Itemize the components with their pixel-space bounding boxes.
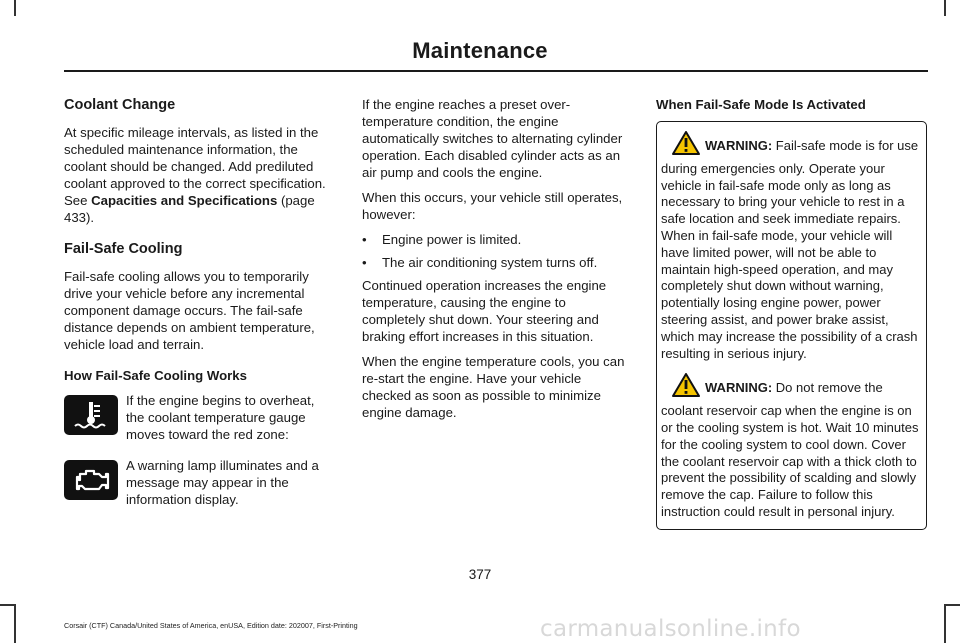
list-item: • Engine power is limited. — [362, 232, 522, 247]
crop-mark — [14, 0, 16, 16]
heading-failsafe-cooling: Fail-Safe Cooling — [64, 241, 183, 257]
heading-when-activated: When Fail-Safe Mode Is Activated — [656, 97, 866, 112]
heading-how-it-works: How Fail-Safe Cooling Works — [64, 368, 247, 383]
warning-coolant-cap: WARNING: Do not remove the coolant reservoir cap when the engine is on or the cooling system is hot. Wait 10 minutes for the cooling system to cool down. Cover the coolant reservoir cap with a thick cloth to prevent the possibility of scalding and slowly remove the cap. Failure to follow this instruction could result in personal injury. — [661, 372, 923, 520]
engine-warning-icon — [64, 460, 118, 500]
edition-footer: Corsair (CTF) Canada/United States of America, enUSA, Edition date: 202007, First-Printing — [64, 621, 358, 630]
coolant-gauge-row — [64, 392, 336, 443]
coolant-gauge-text: If the engine begins to overheat, the coolant temperature gauge moves toward the red zone: — [126, 393, 315, 442]
paragraph-still-operates: When this occurs, your vehicle still operates, however: — [362, 190, 623, 222]
list-item: • The air conditioning system turns off. — [362, 255, 598, 270]
crop-mark — [946, 604, 960, 606]
warning-failsafe: WARNING: Fail-safe mode is for use during emergencies only. Operate your vehicle in fail-safe mode only as long as necessary to bring your vehicle to rest in a safe location and seek immediate repairs. When in fail-safe mode, your vehicle will have limited power, will not be able to maintain high-speed operation, and may completely shut down without warning, potentially losing engine power, power steering assist, and power brake assist, which may increase the possibility of a crash resulting in serious injury. — [661, 130, 923, 362]
warning-box — [656, 121, 927, 530]
engine-lamp-text: A warning lamp illuminates and a message may appear in the information display. — [126, 458, 319, 507]
paragraph-failsafe-cooling: Fail-safe cooling allows you to temporarily drive your vehicle before any incremental component damage occurs. The fail-safe distance depends on ambient temperature, vehicle load and terrain. — [64, 269, 315, 352]
bullet-mark: • — [362, 255, 367, 270]
crop-mark — [14, 604, 16, 643]
paragraph-restart: When the engine temperature cools, you can re-start the engine. Have your vehicle checked as soon as possible to minimize engine damage. — [362, 354, 625, 420]
warning-label: WARNING: — [705, 380, 773, 396]
bullet-mark: • — [362, 232, 367, 247]
page-number: 377 — [468, 567, 492, 582]
column-middle — [362, 96, 632, 429]
coolant-temperature-icon — [64, 395, 118, 435]
header-rule — [64, 70, 928, 72]
watermark: carmanualsonline.info — [540, 616, 801, 642]
column-left — [64, 96, 336, 518]
warning-triangle-icon — [671, 372, 701, 403]
paragraph-coolant-change: At specific mileage intervals, as listed in the scheduled maintenance information, the coolant should be changed. Add prediluted coolant approved to the correct specification. See Capacities and Specifications (page 433). — [64, 125, 326, 225]
heading-coolant-change: Coolant Change — [64, 97, 176, 113]
page-title: Maintenance — [412, 38, 548, 63]
crop-mark — [944, 604, 946, 643]
column-right — [656, 96, 926, 530]
crop-mark — [944, 0, 946, 16]
capacities-link[interactable]: Capacities and Specifications — [91, 193, 278, 208]
warning-triangle-icon — [671, 130, 701, 161]
engine-lamp-row — [64, 457, 336, 508]
paragraph-alternating-cylinder: If the engine reaches a preset over-temperature condition, the engine automatically switches to alternating cylinder operation. Each disabled cylinder acts as an air pump and cools the engine. — [362, 97, 623, 180]
warning-label: WARNING: — [705, 138, 773, 153]
crop-mark — [0, 604, 14, 606]
paragraph-continued-operation: Continued operation increases the engine temperature, causing the engine to completely shut down. Your steering and braking effort increases in this situation. — [362, 278, 607, 344]
